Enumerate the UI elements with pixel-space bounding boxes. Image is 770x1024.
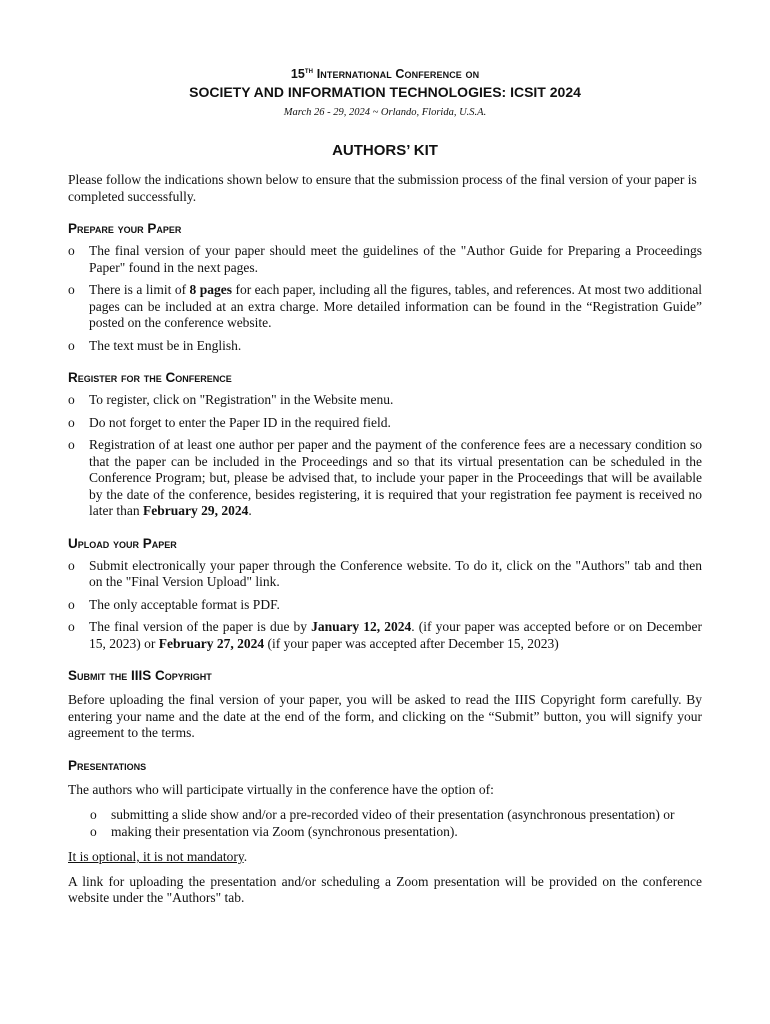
edition-text: International Conference on bbox=[316, 67, 480, 82]
list-item bbox=[68, 415, 702, 432]
intro-paragraph: Please follow the indications shown below to ensure that the submission process of the final version of your paper is completed successfully. bbox=[68, 172, 697, 204]
bullet-icon: o bbox=[68, 414, 75, 430]
section-heading-upload: Upload your Paper bbox=[68, 535, 177, 551]
list-item-text: To register, click on "Registration" in the Website menu. bbox=[89, 392, 394, 408]
bullet-icon: o bbox=[90, 807, 97, 823]
final-version-deadline-early: January 12, 2024 bbox=[311, 619, 412, 635]
bullet-icon: o bbox=[68, 557, 75, 573]
list-item bbox=[68, 619, 702, 652]
conference-edition bbox=[68, 66, 702, 81]
section-heading-copyright: Submit the IIIS Copyright bbox=[68, 668, 212, 684]
list-item-text: The text must be in English. bbox=[89, 337, 242, 353]
bullet-icon: o bbox=[68, 596, 75, 612]
bullet-icon: o bbox=[68, 392, 75, 408]
upload-list bbox=[68, 558, 702, 653]
page-limit: 8 pages bbox=[189, 282, 232, 298]
registration-deadline: February 29, 2024 bbox=[142, 503, 249, 519]
presentations-intro: The authors who will participate virtually in the conference have the option of: bbox=[68, 781, 494, 797]
section-heading-register: Register for the Conference bbox=[68, 370, 232, 386]
document-page bbox=[68, 66, 702, 907]
list-item-text: submitting a slide show and/or a pre-recorded video of their presentation (asynchronous presentation) or bbox=[111, 807, 675, 823]
bullet-icon: o bbox=[90, 823, 97, 839]
list-item-text: The final version of the paper is due by bbox=[89, 619, 312, 635]
bullet-icon: o bbox=[68, 619, 75, 635]
section-heading-prepare: Prepare your Paper bbox=[68, 221, 182, 237]
optional-note-text: It is optional, it is not mandatory bbox=[68, 849, 244, 865]
list-item-text: for each paper, including all the figures, tables, and references. At most two additional pages can be included at an extra charge. More detailed information can be found in the “Registration Guide” posted on the conference website. bbox=[89, 282, 702, 331]
final-version-deadline-late: February 27, 2024 bbox=[158, 635, 265, 651]
list-item-text: making their presentation via Zoom (synchronous presentation). bbox=[111, 823, 458, 839]
closing-paragraph: A link for uploading the presentation and/or scheduling a Zoom presentation will be provided on the conference website under the "Authors" tab. bbox=[68, 873, 702, 906]
list-item bbox=[68, 243, 702, 276]
list-item-text: . (if your paper was accepted before or on December 15, 2023) or bbox=[89, 619, 702, 651]
conference-dates: March 26 - 29, 2024 ~ Orlando, Florida, U.S.A. bbox=[283, 107, 487, 119]
list-item bbox=[68, 282, 702, 332]
bullet-icon: o bbox=[68, 282, 75, 298]
edition-number: 15 bbox=[290, 67, 305, 82]
list-item-text: . bbox=[248, 503, 252, 519]
list-item-text: The only acceptable format is PDF. bbox=[89, 596, 280, 612]
bullet-icon: o bbox=[68, 243, 75, 259]
copyright-paragraph: Before uploading the final version of your paper, you will be asked to read the IIIS Copyright form carefully. By entering your name and the date at the end of the form, and clicking on the “Submit” button, you will signify your agreement to the terms. bbox=[68, 692, 702, 741]
list-item-text: There is a limit of bbox=[89, 282, 190, 298]
conference-name: SOCIETY AND INFORMATION TECHNOLOGIES: ICSIT 2024 bbox=[189, 84, 581, 101]
list-item bbox=[68, 437, 702, 520]
list-item bbox=[68, 558, 702, 591]
list-item-text: Submit electronically your paper through the Conference website. To do it, click on the "Authors" tab and then on the "Final Version Upload" link. bbox=[89, 557, 702, 590]
optional-note bbox=[68, 849, 702, 866]
section-heading-presentations: Presentations bbox=[68, 757, 147, 773]
bullet-icon: o bbox=[68, 437, 75, 453]
presentations-list bbox=[90, 807, 702, 840]
list-item bbox=[90, 807, 702, 824]
list-item bbox=[68, 338, 702, 355]
list-item bbox=[68, 392, 702, 409]
optional-note-period: . bbox=[243, 849, 248, 865]
prepare-list bbox=[68, 243, 702, 354]
list-item bbox=[90, 824, 702, 841]
list-item-text: The final version of your paper should meet the guidelines of the "Author Guide for Preparing a Proceedings Paper" found in the next pages. bbox=[89, 243, 702, 275]
list-item-text: Registration of at least one author per paper and the payment of the conference fees are a necessary condition so that the paper can be included in the Proceedings and so that its virtual presentation can be scheduled in the Conference Program; but, please be advised that, to include your paper in the Proceedings that will be available by the date of the conference, besides registering, it is required that your registration fee payment is received no later than bbox=[89, 437, 702, 519]
register-list bbox=[68, 392, 702, 520]
document-title: AUTHORS’ KIT bbox=[332, 142, 438, 160]
bullet-icon: o bbox=[68, 337, 75, 353]
list-item bbox=[68, 597, 702, 614]
list-item-text: (if your paper was accepted after December 15, 2023) bbox=[264, 635, 559, 651]
edition-ordinal: th bbox=[304, 66, 314, 75]
list-item-text: Do not forget to enter the Paper ID in the required field. bbox=[89, 414, 391, 430]
